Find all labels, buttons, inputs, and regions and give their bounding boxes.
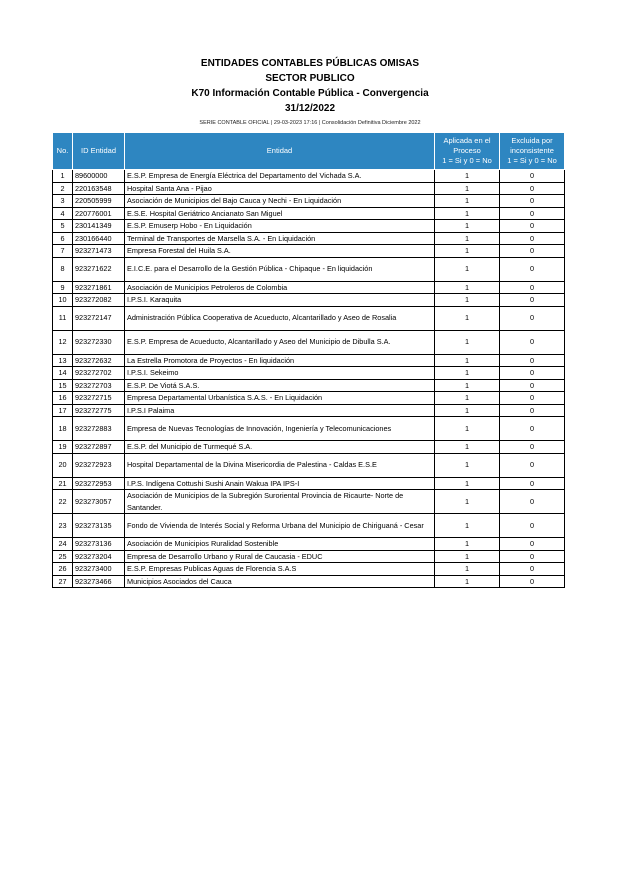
cell-id-entidad: 923272632 bbox=[73, 354, 125, 367]
cell-excluida: 0 bbox=[500, 220, 565, 233]
cell-aplicada: 1 bbox=[435, 170, 500, 183]
cell-entidad: Municipios Asociados del Cauca bbox=[125, 575, 435, 588]
cell-aplicada: 1 bbox=[435, 220, 500, 233]
cell-aplicada: 1 bbox=[435, 441, 500, 454]
cell-entidad: Empresa de Desarrollo Urbano y Rural de Caucasia - EDUC bbox=[125, 550, 435, 563]
cell-aplicada: 1 bbox=[435, 392, 500, 405]
col-header-aplicada-line3: 1 = Si y 0 = No bbox=[442, 156, 492, 165]
cell-entidad: Asociación de Municipios del Bajo Cauca y Nechi - En Liquidación bbox=[125, 195, 435, 208]
cell-id-entidad: 923273400 bbox=[73, 563, 125, 576]
table-row bbox=[53, 392, 565, 405]
cell-id-entidad: 923273135 bbox=[73, 514, 125, 538]
cell-aplicada: 1 bbox=[435, 195, 500, 208]
cell-excluida: 0 bbox=[500, 207, 565, 220]
cell-no: 11 bbox=[53, 306, 73, 330]
table-row bbox=[53, 514, 565, 538]
cell-entidad: I.P.S. Indígena Cottushi Sushi Anain Wakua IPA IPS-I bbox=[125, 477, 435, 490]
cell-excluida: 0 bbox=[500, 477, 565, 490]
table-row bbox=[53, 354, 565, 367]
cell-excluida: 0 bbox=[500, 195, 565, 208]
table-row bbox=[53, 367, 565, 380]
cell-entidad: Fondo de Vivienda de Interés Social y Reforma Urbana del Municipio de Chiriguaná - Cesar bbox=[125, 514, 435, 538]
table-row bbox=[53, 195, 565, 208]
table-row bbox=[53, 182, 565, 195]
table-row bbox=[53, 538, 565, 551]
cell-aplicada: 1 bbox=[435, 563, 500, 576]
cell-no: 23 bbox=[53, 514, 73, 538]
cell-entidad: Terminal de Transportes de Marsella S.A. - En Liquidación bbox=[125, 232, 435, 245]
cell-entidad: Empresa de Nuevas Tecnologías de Innovación, Ingeniería y Telecomunicaciones bbox=[125, 417, 435, 441]
cell-entidad: E.S.P. Empresa de Acueducto, Alcantarillado y Aseo del Municipio de Dibulla S.A. bbox=[125, 330, 435, 354]
table-row bbox=[53, 490, 565, 514]
cell-excluida: 0 bbox=[500, 170, 565, 183]
cell-id-entidad: 923272147 bbox=[73, 306, 125, 330]
cell-entidad: I.P.S.I. Karaquita bbox=[125, 294, 435, 307]
cell-aplicada: 1 bbox=[435, 417, 500, 441]
col-header-no: No. bbox=[53, 133, 73, 170]
cell-id-entidad: 923272703 bbox=[73, 379, 125, 392]
cell-entidad: La Estrella Promotora de Proyectos - En liquidación bbox=[125, 354, 435, 367]
cell-excluida: 0 bbox=[500, 379, 565, 392]
cell-no: 12 bbox=[53, 330, 73, 354]
cell-no: 19 bbox=[53, 441, 73, 454]
cell-no: 24 bbox=[53, 538, 73, 551]
cell-excluida: 0 bbox=[500, 232, 565, 245]
cell-entidad: Hospital Departamental de la Divina Misericordia de Palestina - Caldas E.S.E bbox=[125, 453, 435, 477]
table-row bbox=[53, 379, 565, 392]
cell-id-entidad: 923271622 bbox=[73, 257, 125, 281]
table-row bbox=[53, 170, 565, 183]
table-row bbox=[53, 404, 565, 417]
cell-entidad: E.S.P. del Municipio de Turmequé S.A. bbox=[125, 441, 435, 454]
cell-aplicada: 1 bbox=[435, 550, 500, 563]
cell-id-entidad: 923271473 bbox=[73, 245, 125, 258]
cell-id-entidad: 923272775 bbox=[73, 404, 125, 417]
cell-id-entidad: 923272715 bbox=[73, 392, 125, 405]
cell-excluida: 0 bbox=[500, 453, 565, 477]
cell-excluida: 0 bbox=[500, 245, 565, 258]
cell-aplicada: 1 bbox=[435, 379, 500, 392]
table-row bbox=[53, 453, 565, 477]
cell-entidad: E.S.P. Emuserp Hobo - En Liquidación bbox=[125, 220, 435, 233]
cell-excluida: 0 bbox=[500, 354, 565, 367]
cell-excluida: 0 bbox=[500, 417, 565, 441]
cell-aplicada: 1 bbox=[435, 575, 500, 588]
cell-excluida: 0 bbox=[500, 404, 565, 417]
cell-no: 10 bbox=[53, 294, 73, 307]
cell-entidad: E.S.P. De Viotá S.A.S. bbox=[125, 379, 435, 392]
report-sector: SECTOR PUBLICO bbox=[265, 73, 355, 84]
col-header-excluida-line3: 1 = Si y 0 = No bbox=[507, 156, 557, 165]
col-header-entidad: Entidad bbox=[125, 133, 435, 170]
cell-no: 7 bbox=[53, 245, 73, 258]
table-row bbox=[53, 330, 565, 354]
cell-id-entidad: 923273136 bbox=[73, 538, 125, 551]
cell-entidad: Empresa Departamental Urbanística S.A.S. - En Liquidación bbox=[125, 392, 435, 405]
cell-id-entidad: 923272082 bbox=[73, 294, 125, 307]
cell-aplicada: 1 bbox=[435, 477, 500, 490]
cell-no: 9 bbox=[53, 281, 73, 294]
cell-id-entidad: 923271861 bbox=[73, 281, 125, 294]
col-header-aplicada-line1: Aplicada en el bbox=[443, 136, 491, 145]
cell-aplicada: 1 bbox=[435, 182, 500, 195]
cell-aplicada: 1 bbox=[435, 514, 500, 538]
cell-id-entidad: 923273057 bbox=[73, 490, 125, 514]
cell-no: 15 bbox=[53, 379, 73, 392]
cell-no: 1 bbox=[53, 170, 73, 183]
cell-aplicada: 1 bbox=[435, 490, 500, 514]
cell-id-entidad: 923273204 bbox=[73, 550, 125, 563]
table-row bbox=[53, 245, 565, 258]
cell-id-entidad: 923272953 bbox=[73, 477, 125, 490]
cell-no: 26 bbox=[53, 563, 73, 576]
cell-entidad: E.S.P. Empresas Publicas Aguas de Florencia S.A.S bbox=[125, 563, 435, 576]
cell-id-entidad: 923272883 bbox=[73, 417, 125, 441]
cell-id-entidad: 230166440 bbox=[73, 232, 125, 245]
cell-excluida: 0 bbox=[500, 257, 565, 281]
cell-excluida: 0 bbox=[500, 392, 565, 405]
cell-id-entidad: 923272923 bbox=[73, 453, 125, 477]
table-row bbox=[53, 417, 565, 441]
cell-aplicada: 1 bbox=[435, 207, 500, 220]
table-row bbox=[53, 294, 565, 307]
cell-aplicada: 1 bbox=[435, 306, 500, 330]
col-header-excluida bbox=[500, 133, 565, 170]
cell-entidad: E.S.E. Hospital Geriátrico Ancianato San Miguel bbox=[125, 207, 435, 220]
cell-no: 8 bbox=[53, 257, 73, 281]
cell-aplicada: 1 bbox=[435, 330, 500, 354]
cell-no: 20 bbox=[53, 453, 73, 477]
cell-aplicada: 1 bbox=[435, 538, 500, 551]
cell-no: 17 bbox=[53, 404, 73, 417]
cell-entidad: Administración Pública Cooperativa de Acueducto, Alcantarillado y Aseo de Rosalia bbox=[125, 306, 435, 330]
cell-entidad: I.P.S.I. Sekeimo bbox=[125, 367, 435, 380]
cell-no: 3 bbox=[53, 195, 73, 208]
cell-id-entidad: 220163548 bbox=[73, 182, 125, 195]
col-header-id: ID Entidad bbox=[73, 133, 125, 170]
cell-no: 4 bbox=[53, 207, 73, 220]
cell-entidad: Hospital Santa Ana - Pijao bbox=[125, 182, 435, 195]
cell-aplicada: 1 bbox=[435, 453, 500, 477]
cell-aplicada: 1 bbox=[435, 245, 500, 258]
cell-no: 5 bbox=[53, 220, 73, 233]
cell-excluida: 0 bbox=[500, 441, 565, 454]
cell-excluida: 0 bbox=[500, 490, 565, 514]
cell-excluida: 0 bbox=[500, 330, 565, 354]
cell-entidad: Asociación de Municipios de la Subregión Suroriental Provincia de Ricaurte- Norte de Santander. bbox=[125, 490, 435, 514]
table-row bbox=[53, 306, 565, 330]
col-header-excluida-line1: Excluida por bbox=[511, 136, 553, 145]
cell-excluida: 0 bbox=[500, 294, 565, 307]
cell-aplicada: 1 bbox=[435, 354, 500, 367]
col-header-aplicada bbox=[435, 133, 500, 170]
table-row bbox=[53, 220, 565, 233]
cell-excluida: 0 bbox=[500, 538, 565, 551]
cell-entidad: Asociación de Municipios Ruralidad Sostenible bbox=[125, 538, 435, 551]
table-row bbox=[53, 257, 565, 281]
cell-aplicada: 1 bbox=[435, 404, 500, 417]
cell-id-entidad: 89600000 bbox=[73, 170, 125, 183]
cell-no: 16 bbox=[53, 392, 73, 405]
cell-entidad: E.S.P. Empresa de Energía Eléctrica del Departamento del Vichada S.A. bbox=[125, 170, 435, 183]
cell-entidad: I.P.S.I Palaima bbox=[125, 404, 435, 417]
table-body bbox=[53, 170, 565, 588]
cell-aplicada: 1 bbox=[435, 257, 500, 281]
cell-excluida: 0 bbox=[500, 550, 565, 563]
cell-no: 14 bbox=[53, 367, 73, 380]
cell-no: 27 bbox=[53, 575, 73, 588]
table-row bbox=[53, 563, 565, 576]
table-row bbox=[53, 477, 565, 490]
col-header-excluida-line2: inconsistente bbox=[510, 146, 554, 155]
cell-no: 21 bbox=[53, 477, 73, 490]
table-row bbox=[53, 207, 565, 220]
cell-aplicada: 1 bbox=[435, 367, 500, 380]
cell-id-entidad: 230141349 bbox=[73, 220, 125, 233]
cell-entidad: Asociación de Municipios Petroleros de Colombia bbox=[125, 281, 435, 294]
table-row bbox=[53, 550, 565, 563]
cell-excluida: 0 bbox=[500, 514, 565, 538]
table-row bbox=[53, 232, 565, 245]
cell-aplicada: 1 bbox=[435, 281, 500, 294]
table-header-row bbox=[53, 133, 565, 170]
cell-no: 18 bbox=[53, 417, 73, 441]
table-row bbox=[53, 281, 565, 294]
report-date: 31/12/2022 bbox=[284, 103, 336, 114]
cell-id-entidad: 923272897 bbox=[73, 441, 125, 454]
cell-excluida: 0 bbox=[500, 563, 565, 576]
cell-id-entidad: 220505999 bbox=[73, 195, 125, 208]
table-row bbox=[53, 575, 565, 588]
report-meta: SERIE CONTABLE OFICIAL | 29-03-2023 17:16 | Consolidación Definitiva Diciembre 2022 bbox=[199, 120, 421, 126]
cell-no: 25 bbox=[53, 550, 73, 563]
cell-excluida: 0 bbox=[500, 575, 565, 588]
cell-entidad: Empresa Forestal del Huila S.A. bbox=[125, 245, 435, 258]
cell-no: 22 bbox=[53, 490, 73, 514]
report-category: K70 Información Contable Pública - Convergencia bbox=[191, 88, 429, 99]
entities-table bbox=[52, 132, 565, 588]
cell-id-entidad: 923272702 bbox=[73, 367, 125, 380]
report-header bbox=[0, 56, 620, 128]
cell-no: 6 bbox=[53, 232, 73, 245]
cell-id-entidad: 923273466 bbox=[73, 575, 125, 588]
cell-no: 13 bbox=[53, 354, 73, 367]
report-title: ENTIDADES CONTABLES PÚBLICAS OMISAS bbox=[200, 58, 420, 69]
col-header-aplicada-line2: Proceso bbox=[453, 146, 481, 155]
cell-no: 2 bbox=[53, 182, 73, 195]
table-row bbox=[53, 441, 565, 454]
cell-excluida: 0 bbox=[500, 306, 565, 330]
cell-aplicada: 1 bbox=[435, 294, 500, 307]
cell-excluida: 0 bbox=[500, 281, 565, 294]
cell-excluida: 0 bbox=[500, 367, 565, 380]
cell-aplicada: 1 bbox=[435, 232, 500, 245]
cell-id-entidad: 923272330 bbox=[73, 330, 125, 354]
cell-excluida: 0 bbox=[500, 182, 565, 195]
cell-entidad: E.I.C.E. para el Desarrollo de la Gestión Pública - Chipaque - En liquidación bbox=[125, 257, 435, 281]
cell-id-entidad: 220776001 bbox=[73, 207, 125, 220]
